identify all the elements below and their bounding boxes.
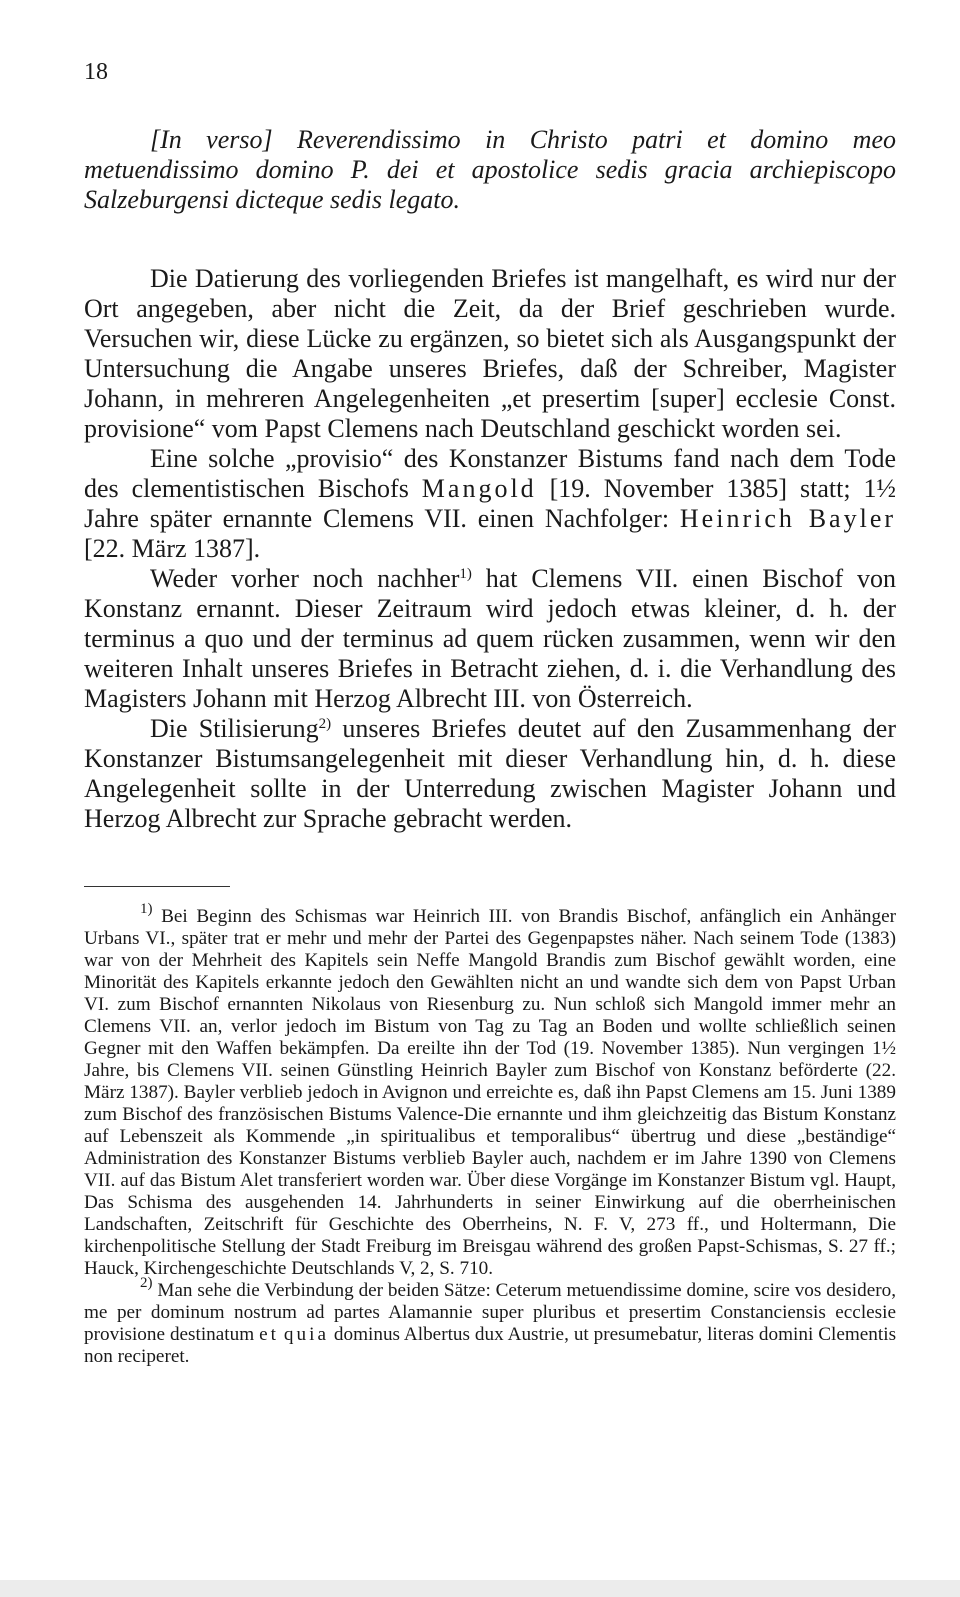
footnote-1: [84, 901, 897, 1280]
person-name-mangold: Mangold: [421, 474, 537, 503]
paragraph-stilisierung: [84, 714, 896, 834]
footnote-text: dominus Albertus dux Austrie, ut presumebatur, literas domini Clementis non reciperet.: [84, 1324, 897, 1367]
scan-bottom-edge: [0, 1580, 960, 1597]
footnote-ref-2[interactable]: 2): [318, 716, 332, 732]
footnote-spaced-word: quia: [283, 1324, 329, 1345]
footnote-2: [84, 1275, 897, 1368]
paragraph-text: Die Stilisierung: [150, 714, 319, 743]
footnote-divider: [84, 886, 230, 887]
paragraph-text: Weder vorher noch nachher: [150, 564, 460, 593]
paragraph-text: Eine solche „provisio“ des Konstanzer Bistums fand nach dem Tode des clementistischen Bischofs: [84, 444, 896, 503]
paragraph-text: [22. März 1387].: [84, 534, 261, 563]
letter-address: [In verso] Reverendissimo in Christo patri et domino meo metuendissimo domino P. dei et apostolice sedis gracia archiepiscopo Salzeburgensi dicteque sedis legato.: [84, 125, 896, 214]
paragraph-text: [19. November 1385] statt; 1½ Jahre später ernannte Clemens VII. einen Nachfolger:: [84, 474, 897, 533]
paragraph-provisio: [84, 444, 896, 564]
footnote-mark-2: 2): [140, 1275, 153, 1291]
paragraph-text: unseres Briefes deutet auf den Zusammenhang der Konstanzer Bistumsangelegenheit mit dieser Verhandlung hin, d. h. diese Angelegenheit sollte in der Unterredung zwischen Magister Johann und Herzog Albrecht zur Sprache gebracht werden.: [84, 714, 896, 833]
footnote-text: Man sehe die Verbindung der beiden Sätze: Ceterum metuendissime domine, scire vos desidero, me per dominum nostrum ad partes Alamannie super pluribus et presertim Constanciensis ecclesie provisione destinatum: [84, 1280, 896, 1345]
page-number: 18: [84, 59, 108, 85]
paragraph-dating: Die Datierung des vorliegenden Briefes ist mangelhaft, es wird nur der Ort angegeben, aber nicht die Zeit, da der Brief geschrieben wurde. Versuchen wir, diese Lücke zu ergänzen, so bietet sich als Ausgangspunkt der Untersuchung die Angabe unseres Briefes, daß der Schreiber, Magister Johann, in mehreren Angelegenheiten „et presertim [super] ecclesie Const. provisione“ vom Papst Clemens nach Deutschland geschickt worden sei.: [84, 264, 896, 443]
main-text: [84, 264, 896, 834]
footnotes: [84, 901, 897, 1368]
footnote-ref-1[interactable]: 1): [459, 566, 472, 582]
person-name-bayler: Heinrich Bayler: [679, 504, 897, 533]
paragraph-text: hat Clemens VII. einen Bischof von Konstanz ernannt. Dieser Zeitraum wird jedoch etwas kleiner, d. h. der terminus a quo und der terminus ad quem rücken zusammen, wenn wir den weiteren Inhalt unseres Briefes in Betracht ziehen, d. i. die Verhandlung des Magisters Johann mit Herzog Albrecht III. von Österreich.: [84, 564, 897, 713]
footnote-spaced-word: et: [259, 1324, 279, 1345]
paragraph-terminus: [84, 564, 896, 714]
footnote-text: Bei Beginn des Schismas war Heinrich III. von Brandis Bischof, anfänglich ein Anhänger Urbans VI., später trat er mehr und mehr der Partei des Gegenpapstes näher. Nach seinem Tode (1383) war von der Mehrheit des Kapitels sein Neffe Mangold Brandis zum Bischof gewählt worden, eine Minorität des Kapitels erkannte jedoch den Gewählten nicht an und wandte sich dem von Papst Urban VI. zum Bischof ernannten Nikolaus von Riesenburg zu. Nun schloß sich Mangold immer mehr an Clemens VII. an, verlor jedoch im Bistum von Tag zu Tag an Boden und wollte schließlich seinen Gegner mit den Waffen bekämpfen. Da ereilte ihn der Tod (19. November 1385). Nun vergingen 1½ Jahre, bis Clemens VII. seinen Günstling Heinrich Bayler zum Bischof von Konstanz beförderte (22. März 1387). Bayler verblieb jedoch in Avignon und erreichte es, daß ihn Papst Clemens am 15. Juni 1389 zum Bischof des französischen Bistums Valence-Die ernannte und ihm gleichzeitig das Bistum Konstanz auf Lebenszeit als Kommende „in spiritualibus et temporalibus“ übertrug und diese „beständige“ Administration des Konstanzer Bistums verblieb Bayler auch, nachdem er im Jahre 1390 von Clemens VII. auf das Bistum Alet transferiert worden war. Über diese Vorgänge im Konstanzer Bistum vgl. Haupt, Das Schisma des ausgehenden 14. Jahrhunderts in seiner Einwirkung auf die oberrheinischen Landschaften, Zeitschrift für Geschichte des Oberrheins, N. F. V, 273 ff., und Holtermann, Die kirchenpolitische Stellung der Stadt Freiburg im Breisgau während des großen Papst-Schismas, S. 27 ff.; Hauck, Kirchengeschichte Deutschlands V, 2, S. 710.: [84, 906, 897, 1279]
footnote-mark-1: 1): [140, 901, 153, 917]
